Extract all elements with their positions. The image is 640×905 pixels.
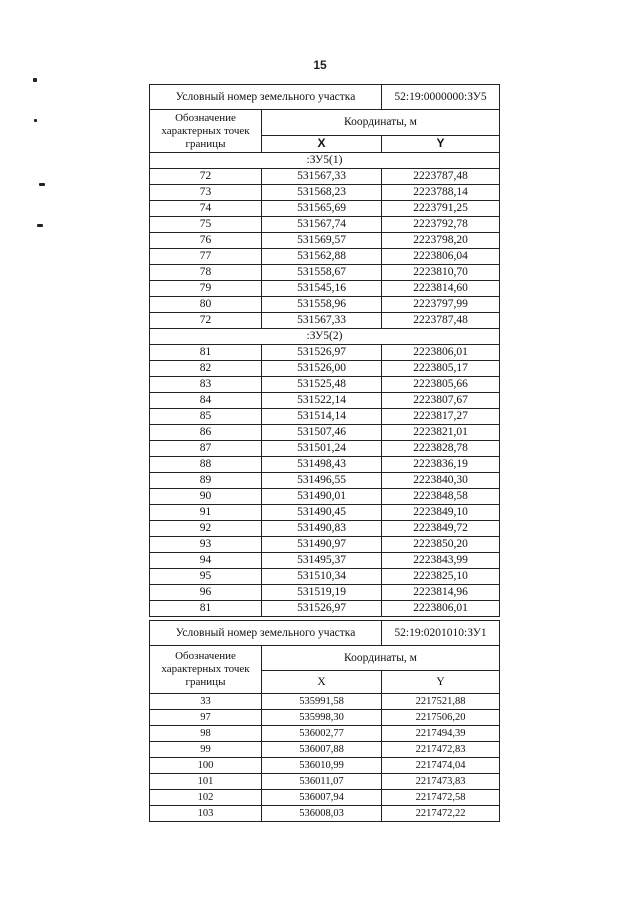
x-axis-header: X xyxy=(262,671,382,694)
y-coordinate-cell: 2223843,99 xyxy=(382,553,500,569)
land-plot-label: Условный номер земельного участка xyxy=(150,85,382,110)
point-number-cell: 100 xyxy=(150,758,262,774)
point-number-cell: 88 xyxy=(150,457,262,473)
point-number-cell: 79 xyxy=(150,281,262,297)
y-coordinate-cell: 2223836,19 xyxy=(382,457,500,473)
x-coordinate-cell: 531496,55 xyxy=(262,473,382,489)
point-number-cell: 87 xyxy=(150,441,262,457)
x-coordinate-cell: 531525,48 xyxy=(262,377,382,393)
y-axis-header: Y xyxy=(382,671,500,694)
point-number-cell: 83 xyxy=(150,377,262,393)
y-coordinate-cell: 2223821,01 xyxy=(382,425,500,441)
y-coordinate-cell: 2223849,10 xyxy=(382,505,500,521)
table-row xyxy=(150,537,500,553)
point-number-cell: 72 xyxy=(150,313,262,329)
y-coordinate-cell: 2223806,01 xyxy=(382,601,500,617)
x-coordinate-cell: 531519,19 xyxy=(262,585,382,601)
x-coordinate-cell: 531495,37 xyxy=(262,553,382,569)
x-axis-header: X xyxy=(262,135,382,152)
x-coordinate-cell: 531490,83 xyxy=(262,521,382,537)
table-row xyxy=(150,569,500,585)
y-coordinate-cell: 2223791,25 xyxy=(382,201,500,217)
y-coordinate-cell: 2217474,04 xyxy=(382,758,500,774)
point-number-cell: 102 xyxy=(150,790,262,806)
table-row xyxy=(150,806,500,822)
x-coordinate-cell: 531490,97 xyxy=(262,537,382,553)
x-coordinate-cell: 531490,01 xyxy=(262,489,382,505)
y-coordinate-cell: 2217472,22 xyxy=(382,806,500,822)
table-row xyxy=(150,409,500,425)
point-number-cell: 85 xyxy=(150,409,262,425)
point-number-cell: 82 xyxy=(150,361,262,377)
table-row xyxy=(150,742,500,758)
x-coordinate-cell: 531567,74 xyxy=(262,217,382,233)
point-number-cell: 76 xyxy=(150,233,262,249)
point-number-cell: 103 xyxy=(150,806,262,822)
x-coordinate-cell: 531568,23 xyxy=(262,185,382,201)
x-coordinate-cell: 531490,45 xyxy=(262,505,382,521)
x-coordinate-cell: 536007,88 xyxy=(262,742,382,758)
point-number-cell: 81 xyxy=(150,345,262,361)
y-axis-header: Y xyxy=(382,135,500,152)
y-coordinate-cell: 2217521,88 xyxy=(382,694,500,710)
y-coordinate-cell: 2223805,17 xyxy=(382,361,500,377)
table-row xyxy=(150,249,500,265)
y-coordinate-cell: 2217472,58 xyxy=(382,790,500,806)
table-row xyxy=(150,505,500,521)
table-row xyxy=(150,169,500,185)
table-row xyxy=(150,710,500,726)
table-row xyxy=(150,377,500,393)
table-row xyxy=(150,457,500,473)
point-number-cell: 98 xyxy=(150,726,262,742)
land-plot-code: 52:19:0201010:ЗУ1 xyxy=(382,621,500,646)
point-number-cell: 97 xyxy=(150,710,262,726)
table-row xyxy=(150,473,500,489)
x-coordinate-cell: 531567,33 xyxy=(262,169,382,185)
margin-mark xyxy=(34,119,37,122)
x-coordinate-cell: 531567,33 xyxy=(262,313,382,329)
point-number-cell: 33 xyxy=(150,694,262,710)
point-designation-header: Обозначение характерных точек границы xyxy=(150,646,262,694)
x-coordinate-cell: 531569,57 xyxy=(262,233,382,249)
point-number-cell: 86 xyxy=(150,425,262,441)
x-coordinate-cell: 536011,07 xyxy=(262,774,382,790)
table-row xyxy=(150,694,500,710)
y-coordinate-cell: 2223814,96 xyxy=(382,585,500,601)
y-coordinate-cell: 2223848,58 xyxy=(382,489,500,505)
table-row xyxy=(150,297,500,313)
margin-mark xyxy=(39,183,45,186)
land-plot-code: 52:19:0000000:ЗУ5 xyxy=(382,85,500,110)
x-coordinate-cell: 531510,34 xyxy=(262,569,382,585)
y-coordinate-cell: 2223828,78 xyxy=(382,441,500,457)
point-number-cell: 92 xyxy=(150,521,262,537)
x-coordinate-cell: 531522,14 xyxy=(262,393,382,409)
x-coordinate-cell: 531558,67 xyxy=(262,265,382,281)
table-row xyxy=(150,489,500,505)
group-label: :ЗУ5(1) xyxy=(150,153,500,169)
y-coordinate-cell: 2223850,20 xyxy=(382,537,500,553)
table-title-row xyxy=(150,621,500,646)
point-number-cell: 101 xyxy=(150,774,262,790)
table-row xyxy=(150,361,500,377)
x-coordinate-cell: 531562,88 xyxy=(262,249,382,265)
table-header-row xyxy=(150,110,500,136)
table-row xyxy=(150,521,500,537)
y-coordinate-cell: 2223806,01 xyxy=(382,345,500,361)
x-coordinate-cell: 536010,99 xyxy=(262,758,382,774)
group-row xyxy=(150,153,500,169)
page-number: 15 xyxy=(313,58,327,72)
x-coordinate-cell: 535998,30 xyxy=(262,710,382,726)
point-number-cell: 74 xyxy=(150,201,262,217)
point-number-cell: 80 xyxy=(150,297,262,313)
table-row xyxy=(150,217,500,233)
point-number-cell: 90 xyxy=(150,489,262,505)
table-row xyxy=(150,601,500,617)
y-coordinate-cell: 2223849,72 xyxy=(382,521,500,537)
coordinates-header: Координаты, м xyxy=(262,646,500,671)
y-coordinate-cell: 2223825,10 xyxy=(382,569,500,585)
group-label: :ЗУ5(2) xyxy=(150,329,500,345)
coordinates-header: Координаты, м xyxy=(262,110,500,136)
table-header-row xyxy=(150,646,500,671)
point-number-cell: 89 xyxy=(150,473,262,489)
table-row xyxy=(150,553,500,569)
y-coordinate-cell: 2223792,78 xyxy=(382,217,500,233)
point-number-cell: 84 xyxy=(150,393,262,409)
table-row xyxy=(150,233,500,249)
y-coordinate-cell: 2223817,27 xyxy=(382,409,500,425)
table-row xyxy=(150,758,500,774)
table-row xyxy=(150,393,500,409)
y-coordinate-cell: 2223805,66 xyxy=(382,377,500,393)
y-coordinate-cell: 2217506,20 xyxy=(382,710,500,726)
table-row xyxy=(150,774,500,790)
x-coordinate-cell: 531526,97 xyxy=(262,345,382,361)
x-coordinate-cell: 536002,77 xyxy=(262,726,382,742)
point-number-cell: 94 xyxy=(150,553,262,569)
point-number-cell: 96 xyxy=(150,585,262,601)
point-number-cell: 81 xyxy=(150,601,262,617)
x-coordinate-cell: 531501,24 xyxy=(262,441,382,457)
table-row xyxy=(150,345,500,361)
group-row xyxy=(150,329,500,345)
table-row xyxy=(150,726,500,742)
table-row xyxy=(150,441,500,457)
y-coordinate-cell: 2223798,20 xyxy=(382,233,500,249)
x-coordinate-cell: 536008,03 xyxy=(262,806,382,822)
table-row xyxy=(150,201,500,217)
point-number-cell: 99 xyxy=(150,742,262,758)
margin-mark xyxy=(33,78,37,82)
table-row xyxy=(150,265,500,281)
point-number-cell: 78 xyxy=(150,265,262,281)
table-row xyxy=(150,281,500,297)
table-row xyxy=(150,790,500,806)
x-coordinate-cell: 531526,97 xyxy=(262,601,382,617)
y-coordinate-cell: 2223810,70 xyxy=(382,265,500,281)
point-number-cell: 91 xyxy=(150,505,262,521)
y-coordinate-cell: 2217494,39 xyxy=(382,726,500,742)
x-coordinate-cell: 536007,94 xyxy=(262,790,382,806)
land-plot-label: Условный номер земельного участка xyxy=(150,621,382,646)
y-coordinate-cell: 2223788,14 xyxy=(382,185,500,201)
point-number-cell: 95 xyxy=(150,569,262,585)
point-number-cell: 73 xyxy=(150,185,262,201)
x-coordinate-cell: 531498,43 xyxy=(262,457,382,473)
x-coordinate-cell: 531514,14 xyxy=(262,409,382,425)
y-coordinate-cell: 2223797,99 xyxy=(382,297,500,313)
y-coordinate-cell: 2223807,67 xyxy=(382,393,500,409)
x-coordinate-cell: 531545,16 xyxy=(262,281,382,297)
point-number-cell: 93 xyxy=(150,537,262,553)
table-title-row xyxy=(150,85,500,110)
x-coordinate-cell: 535991,58 xyxy=(262,694,382,710)
y-coordinate-cell: 2223787,48 xyxy=(382,169,500,185)
y-coordinate-cell: 2223787,48 xyxy=(382,313,500,329)
x-coordinate-cell: 531526,00 xyxy=(262,361,382,377)
x-coordinate-cell: 531565,69 xyxy=(262,201,382,217)
margin-mark xyxy=(37,224,43,227)
table-row xyxy=(150,425,500,441)
y-coordinate-cell: 2223806,04 xyxy=(382,249,500,265)
x-coordinate-cell: 531558,96 xyxy=(262,297,382,313)
y-coordinate-cell: 2223840,30 xyxy=(382,473,500,489)
point-designation-header: Обозначение характерных точек границы xyxy=(150,110,262,153)
table-row xyxy=(150,585,500,601)
y-coordinate-cell: 2217472,83 xyxy=(382,742,500,758)
point-number-cell: 72 xyxy=(150,169,262,185)
coordinates-table-zu1 xyxy=(149,620,500,822)
point-number-cell: 75 xyxy=(150,217,262,233)
x-coordinate-cell: 531507,46 xyxy=(262,425,382,441)
table-row xyxy=(150,185,500,201)
y-coordinate-cell: 2223814,60 xyxy=(382,281,500,297)
coordinates-table-zu5 xyxy=(149,84,500,617)
y-coordinate-cell: 2217473,83 xyxy=(382,774,500,790)
point-number-cell: 77 xyxy=(150,249,262,265)
table-row xyxy=(150,313,500,329)
